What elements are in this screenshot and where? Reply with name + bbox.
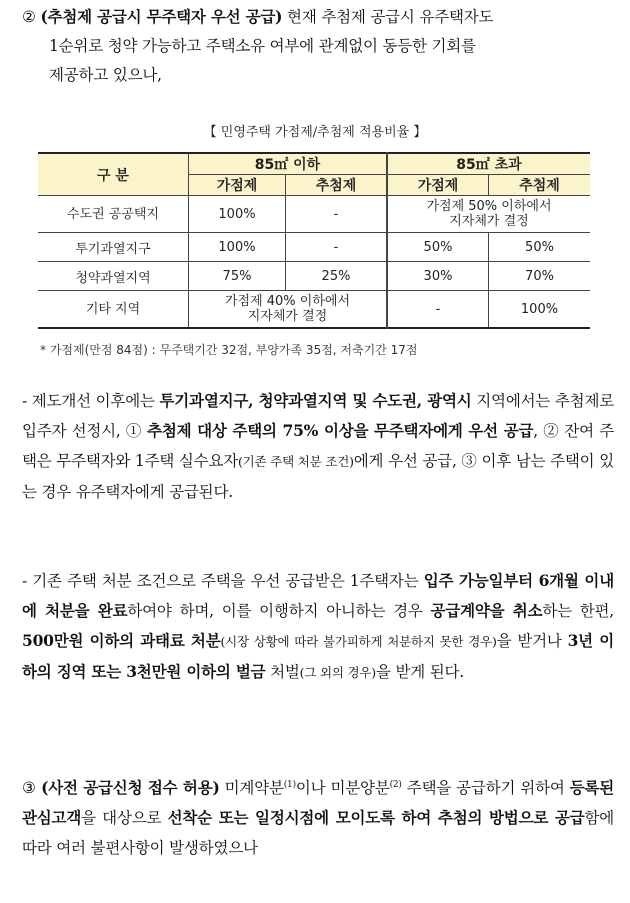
sub-lottery-le85: 추첨제 (286, 175, 388, 196)
sub-lottery-gt85: 추첨제 (489, 175, 591, 196)
merged-cell: 가점제 40% 이하에서 지자체가 결정 (189, 291, 388, 329)
p1-title: (추첨제 공급시 무주택자 우선 공급) (40, 7, 283, 26)
table-caption: 【 민영주택 가점제/추첨제 적용비율 】 (203, 125, 427, 140)
table-row (38, 233, 590, 262)
paragraph-2 (22, 2, 612, 90)
merged-cell: 가점제 50% 이하에서 지자체가 결정 (387, 196, 590, 233)
table-row (38, 196, 590, 233)
p1-text3: 제공하고 있으나, (49, 66, 162, 84)
cell: 50% (489, 233, 591, 262)
cell: - (286, 233, 388, 262)
cell: 100% (189, 196, 286, 233)
table-row (38, 291, 590, 329)
header-category: 구 분 (38, 153, 189, 196)
sub-points-le85: 가점제 (189, 175, 286, 196)
paragraph-dash-1: - 제도개선 이후에는 투기과열지구, 청약과열지역 및 수도권, 광역시 지역에서는 추첨제로 입주자 선정시, ① 추첨제 대상 주택의 75% 이상을 무주택자에게 우선 공급, ② 잔여 주택은 무주택자와 1주택 실수요자(기존 주택 처분 조건)에게 우선 공급, ③ 이후 남는 주택이 있는 경우 유주택자에게 공급된다. (22, 391, 614, 501)
cell: 75% (189, 262, 286, 291)
cell: 50% (387, 233, 489, 262)
row-label: 투기과열지구 (38, 233, 189, 262)
cell: - (286, 196, 388, 233)
cell: 30% (387, 262, 489, 291)
p1-text2: 1순위로 청약 가능하고 주택소유 여부에 관계없이 동등한 기회를 (49, 37, 476, 55)
cell: 100% (189, 233, 286, 262)
cell: - (387, 291, 489, 329)
paragraph-3: ③ (사전 공급신청 접수 허용) 미계약분$^{(1)}$이나 미분양분$^{(2)}$ 주택을 공급하기 위하여 등록된 관심고객을 대상으로 선착순 또는 일정시점에 모이도록 하여 추첨의 방법으로 공급함에 따라 여러 불편사항이 발생하였으나 (22, 778, 615, 857)
paragraph-dash-2: - 기존 주택 처분 조건으로 주택을 우선 공급받은 1주택자는 입주 가능일부터 6개월 이내에 처분을 완료하여야 하며, 이를 이행하지 아니하는 경우 공급계약을 취소하는 한편, 500만원 이하의 과태료 처분(시장 상황에 따라 불가피하게 처분하지 못한 경우)을 받거나 3년 이하의 징역 또는 3천만원 이하의 벌금 처벌(그 외의 경우)을 받게 된다. (22, 571, 615, 681)
marker-3: ③ (22, 779, 37, 797)
table-row (38, 262, 590, 291)
cell: 100% (489, 291, 591, 329)
header-gt85: 85㎡ 초과 (387, 153, 590, 175)
row-label: 청약과열지역 (38, 262, 189, 291)
row-label: 기타 지역 (38, 291, 189, 329)
cell: 25% (286, 262, 388, 291)
footnote: * 가점제(만점 84점) : 무주택기간 32점, 부양가족 35점, 저축기간 17점 (40, 343, 418, 357)
marker-2: ② (22, 8, 36, 26)
p1-text1: 현재 추첨제 공급시 유주택자도 (282, 8, 494, 26)
ratio-table (38, 152, 590, 329)
row-label: 수도권 공공택지 (38, 196, 189, 233)
sub-points-gt85: 가점제 (387, 175, 489, 196)
header-le85: 85㎡ 이하 (189, 153, 388, 175)
cell: 70% (489, 262, 591, 291)
